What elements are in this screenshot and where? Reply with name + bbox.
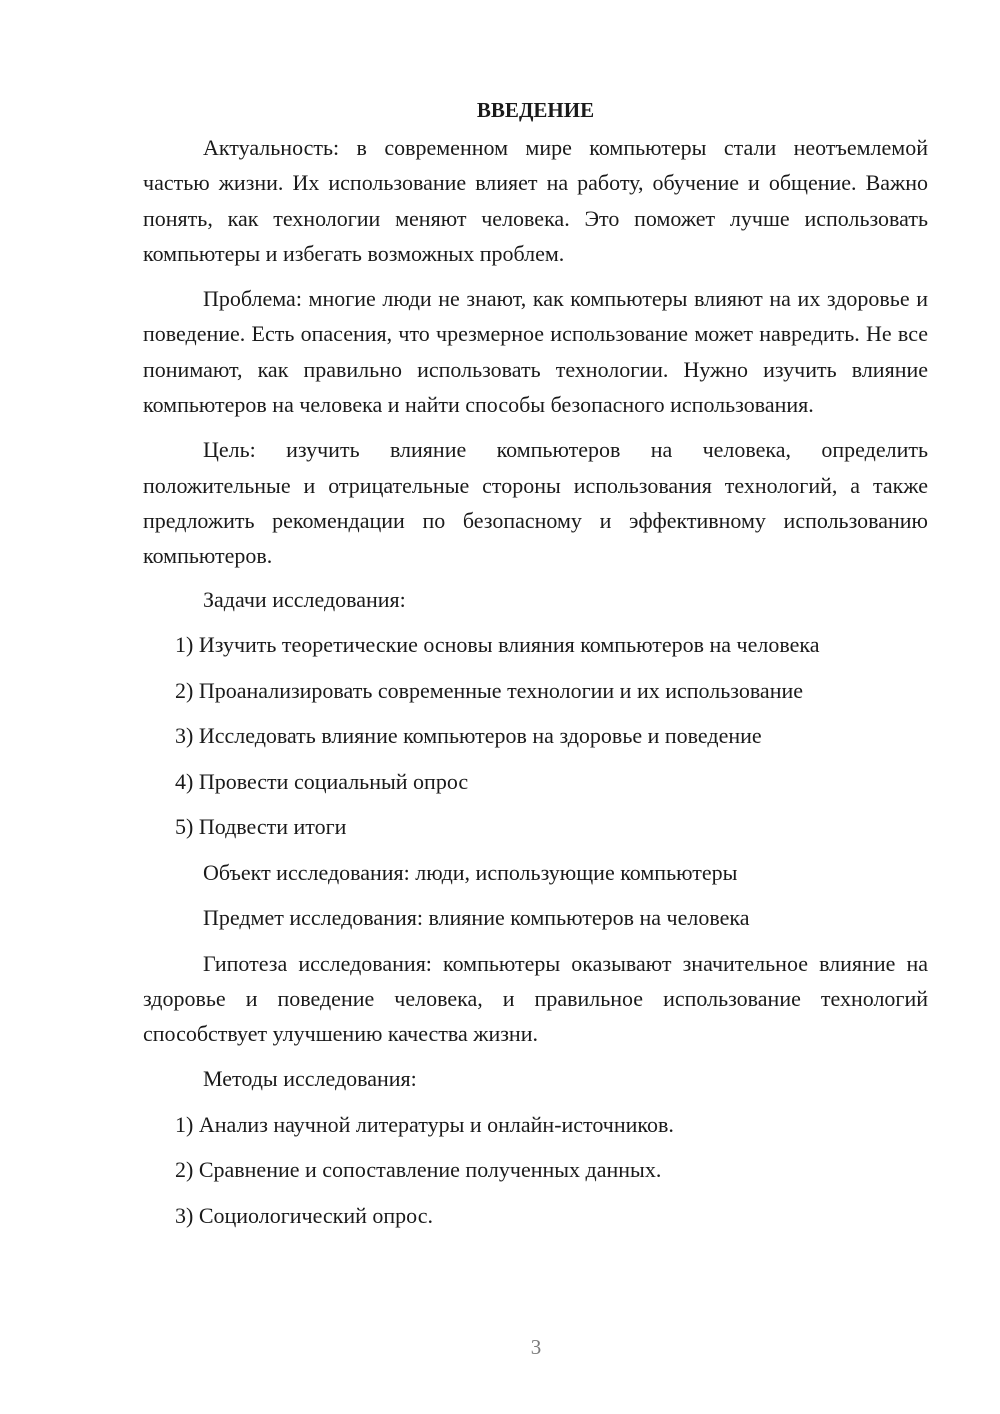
goal-paragraph: Цель: изучить влияние компьютеров на человека, определить положительные и отрицательные стороны использования технологий, а также предложить рекомендации по безопасному и эффективному использованию компьютеров. (143, 437, 928, 569)
list-item: 2) Сравнение и сопоставление полученных данных. (175, 1157, 662, 1183)
list-item: 5) Подвести итоги (175, 814, 347, 840)
list-item: 4) Провести социальный опрос (175, 768, 469, 794)
list-item: 3) Социологический опрос. (175, 1202, 433, 1228)
methods-heading: Методы исследования: (203, 1066, 417, 1092)
problem-paragraph: Проблема: многие люди не знают, как компьютеры влияют на их здоровье и поведение. Есть опасения, что чрезмерное использование может навредить. Не все понимают, как правильно использовать технологии. Нужно изучить влияние компьютеров на человека и найти способы безопасного использования. (143, 286, 928, 418)
page-number: 3 (530, 1335, 542, 1359)
list-item: 2) Проанализировать современные технологии и их использование (175, 677, 803, 703)
document-page (143, 92, 928, 1243)
object-line: Объект исследования: люди, использующие компьютеры (203, 859, 738, 885)
list-item: 1) Изучить теоретические основы влияния компьютеров на человека (175, 632, 820, 658)
relevance-paragraph: Актуальность: в современном мире компьютеры стали неотъемлемой частью жизни. Их использование влияет на работу, обучение и общение. Важно понять, как технологии меняют человека. Это поможет лучше использовать компьютеры и избегать возможных проблем. (143, 135, 928, 266)
page-title: ВВЕДЕНИЕ (476, 98, 595, 122)
hypothesis-paragraph: Гипотеза исследования: компьютеры оказывают значительное влияние на здоровье и поведение человека, и правильное использование технологий способствует улучшению качества жизни. (143, 950, 928, 1047)
methods-list (143, 1107, 928, 1233)
list-item: 3) Исследовать влияние компьютеров на здоровье и поведение (175, 723, 762, 749)
subject-line: Предмет исследования: влияние компьютеров на человека (203, 905, 750, 931)
tasks-heading: Задачи исследования: (203, 586, 406, 612)
tasks-list (143, 627, 928, 844)
list-item: 1) Анализ научной литературы и онлайн-источников. (175, 1111, 674, 1137)
